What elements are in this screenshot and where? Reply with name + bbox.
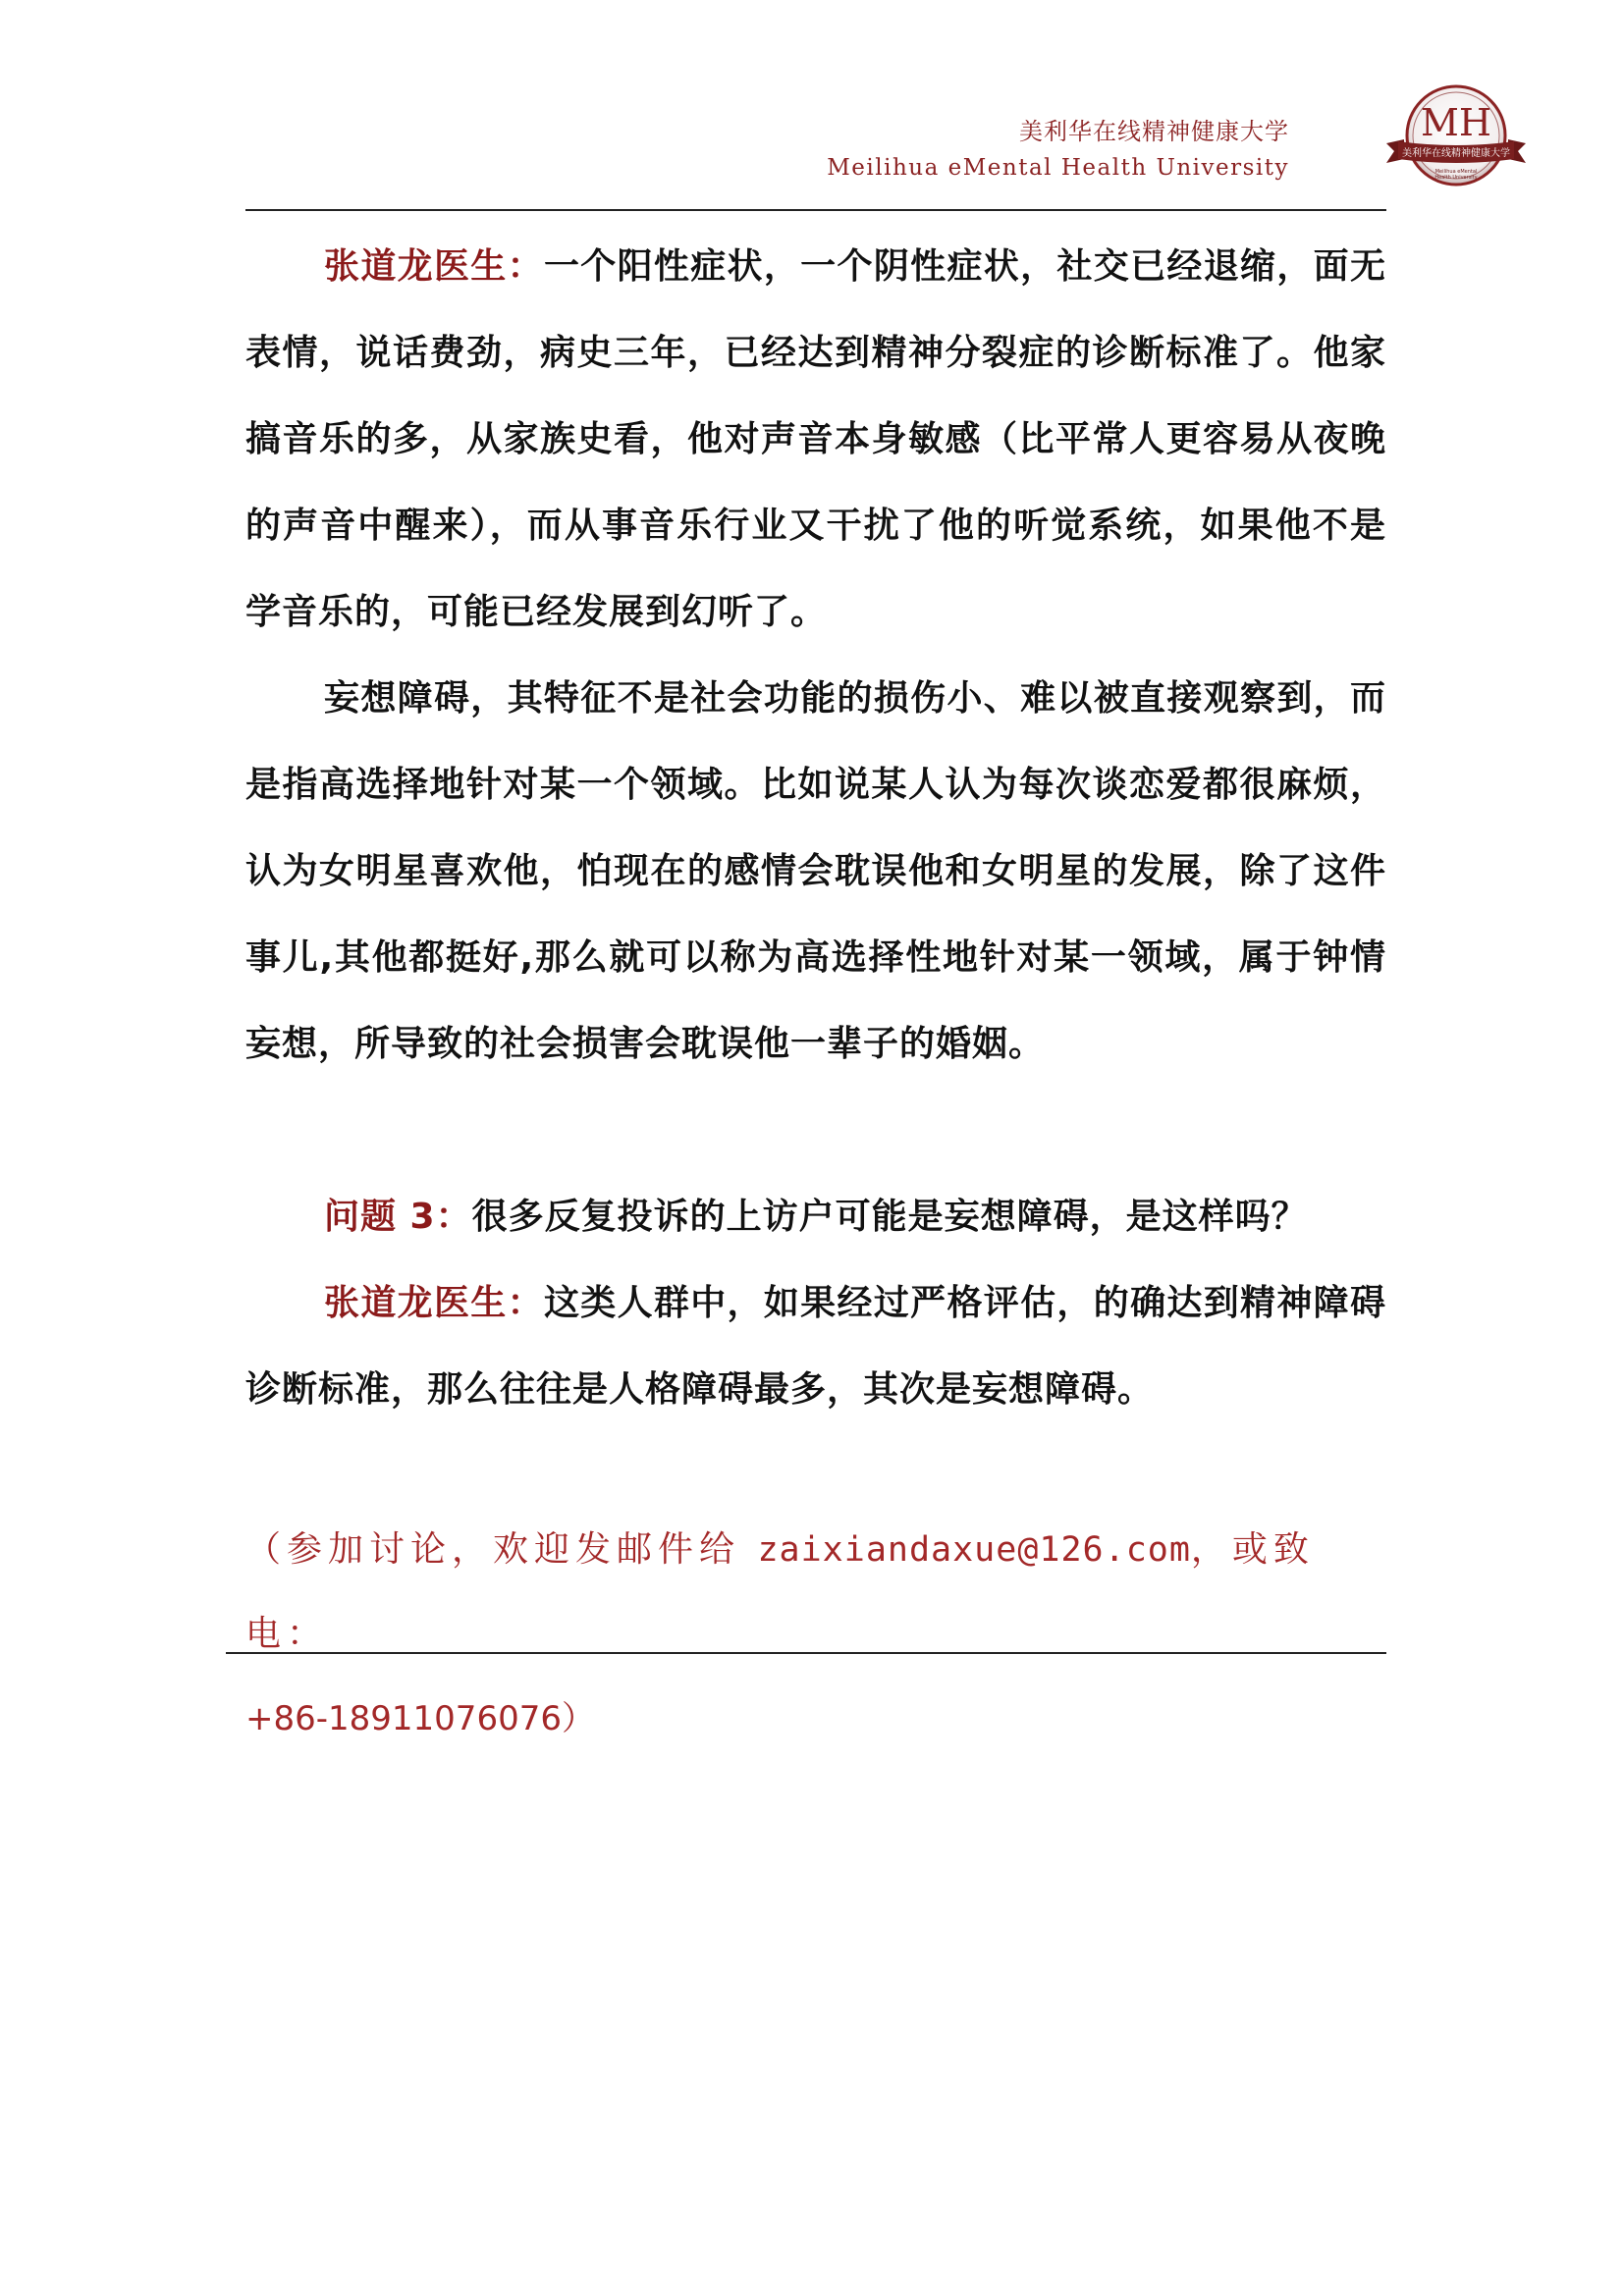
paragraph-doctor-answer-1 (245, 224, 1386, 656)
contact-prefix: （参加讨论，欢迎发邮件给 (245, 1529, 741, 1570)
question-label: 问题 3： (324, 1197, 472, 1237)
contact-phone: +86-18911076076） (245, 1699, 595, 1738)
header-en-title: Meilihua eMental Health University (827, 155, 1289, 181)
paragraph-text: 这类人群中，如果经过严格评估，的确达到精神障碍诊断标准，那么往往是人格障碍最多，其次是妄想障碍。 (245, 1283, 1386, 1410)
speaker-label: 张道龙医生： (324, 246, 544, 287)
logo-sub-line2: Health University (1434, 175, 1478, 181)
paragraph-doctor-answer-2 (245, 1260, 1386, 1433)
spacer (245, 1088, 1386, 1174)
header-divider (245, 209, 1386, 211)
paragraph-text: 一个阳性症状，一个阴性症状，社交已经退缩，面无表情，说话费劲，病史三年，已经达到精神分裂症的诊断标准了。他家搞音乐的多，从家族史看，他对声音本身敏感（比平常人更容易从夜晚的声音中醒来），而从事音乐行业又干扰了他的听觉系统，如果他不是学音乐的，可能已经发展到幻听了。 (245, 246, 1386, 632)
paragraph-text: 很多反复投诉的上访户可能是妄想障碍，是这样吗？ (471, 1197, 1308, 1237)
footer-divider (226, 1652, 1386, 1654)
contact-middle: ，或致电： (245, 1529, 1315, 1654)
speaker-label: 张道龙医生： (324, 1283, 544, 1323)
contact-note (245, 1508, 1386, 1761)
paragraph-question-3 (245, 1174, 1386, 1260)
document-body (245, 224, 1386, 1761)
logo-ribbon-text: 美利华在线精神健康大学 (1402, 148, 1510, 159)
header-title-block (827, 116, 1289, 185)
logo-sub-line1: Meilihua eMental (1434, 169, 1478, 175)
header-cn-title: 美利华在线精神健康大学 (1019, 118, 1289, 145)
page-header (0, 0, 1623, 216)
paragraph-delusional-disorder (245, 656, 1386, 1088)
logo-initials: MH (1420, 101, 1492, 144)
mh-logo (1382, 84, 1530, 197)
paragraph-text: 妄想障碍，其特征不是社会功能的损伤小、难以被直接观察到，而是指高选择地针对某一个领域。比如说某人认为每次谈恋爱都很麻烦，认为女明星喜欢他，怕现在的感情会耽误他和女明星的发展，除了这件事儿,其他都挺好,那么就可以称为高选择性地针对某一领域，属于钟情妄想，所导致的社会损害会耽误他一辈子的婚姻。 (245, 678, 1386, 1064)
spacer (245, 1433, 1386, 1508)
contact-email-link[interactable]: zaixiandaxue@126.com (757, 1530, 1191, 1570)
